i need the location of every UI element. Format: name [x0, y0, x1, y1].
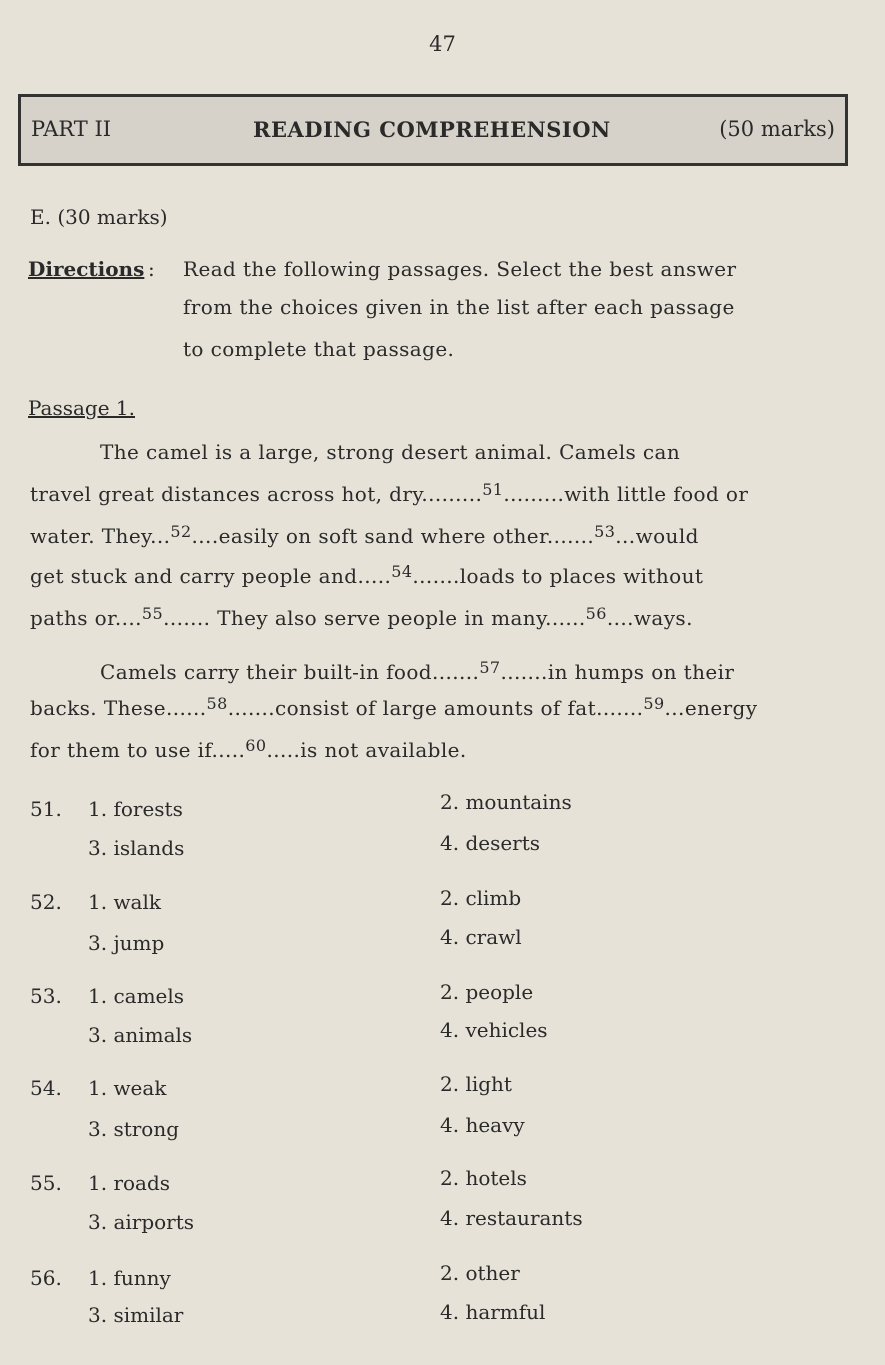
- answer-option: 4. crawl: [440, 925, 522, 949]
- directions-line: to complete that passage.: [183, 337, 455, 361]
- answer-option: 3. jump: [88, 931, 165, 955]
- answer-option: 1. roads: [88, 1171, 171, 1195]
- question-number: 52.: [30, 890, 62, 914]
- page-number: 47: [429, 32, 456, 56]
- part-label: PART II: [31, 117, 112, 141]
- answer-option: 1. walk: [88, 890, 161, 914]
- passage-line: get stuck and carry people and.....$^{54}$.......loads to places without: [30, 562, 704, 588]
- directions-colon: :: [148, 257, 155, 281]
- answer-option: 2. hotels: [440, 1166, 527, 1190]
- blank-number: 58: [206, 694, 228, 713]
- answer-option: 4. vehicles: [440, 1018, 548, 1042]
- blank-number: 60: [245, 736, 267, 755]
- answer-option: 3. airports: [88, 1210, 195, 1234]
- blank-number: 55: [141, 604, 164, 623]
- part-title: READING COMPREHENSION: [253, 117, 611, 142]
- question-number: 54.: [30, 1076, 62, 1100]
- passage-line: travel great distances across hot, dry.........$^{51}$.........with little food or: [30, 480, 749, 506]
- passage-line: for them to use if.....$^{60}$.....is not available.: [30, 736, 467, 762]
- answer-option: 3. islands: [88, 836, 185, 860]
- blank-number: 51: [482, 480, 504, 499]
- answer-option: 1. forests: [88, 797, 183, 821]
- part-header: [18, 94, 848, 166]
- question-number: 53.: [30, 984, 62, 1008]
- blank-number: 54: [391, 562, 413, 581]
- answer-option: 2. people: [440, 980, 534, 1004]
- answer-option: 1. camels: [88, 984, 185, 1008]
- blank-number: 59: [643, 694, 665, 713]
- answer-option: 1. funny: [88, 1266, 171, 1290]
- answer-option: 2. climb: [440, 886, 522, 910]
- answer-option: 1. weak: [88, 1076, 167, 1100]
- answer-option: 3. strong: [88, 1117, 180, 1141]
- blank-number: 56: [585, 604, 607, 623]
- blank-number: 53: [594, 522, 616, 541]
- answer-option: 2. mountains: [440, 790, 572, 814]
- blank-number: 52: [170, 522, 192, 541]
- answer-option: 4. harmful: [440, 1300, 546, 1324]
- section-marks: E. (30 marks): [30, 205, 168, 229]
- answer-option: 4. heavy: [440, 1113, 525, 1137]
- answer-option: 3. similar: [88, 1303, 184, 1327]
- passage-line: water. They...$^{52}$....easily on soft sand where other.......$^{53}$...would: [30, 522, 699, 548]
- answer-option: 2. other: [440, 1261, 520, 1285]
- question-number: 51.: [30, 797, 62, 821]
- answer-option: 3. animals: [88, 1023, 193, 1047]
- passage-line: backs. These......$^{58}$.......consist of large amounts of fat.......$^{59}$...energy: [30, 694, 758, 720]
- blank-number: 57: [479, 658, 501, 677]
- answer-option: 4. deserts: [440, 831, 541, 855]
- passage-heading: Passage 1.: [28, 396, 136, 420]
- directions-label: Directions: [28, 257, 145, 281]
- passage-line: Camels carry their built-in food.......$^{57}$.......in humps on their: [100, 658, 735, 684]
- directions-line: from the choices given in the list after each passage: [183, 295, 735, 319]
- directions-line: Read the following passages. Select the best answer: [183, 257, 737, 281]
- passage-line: The camel is a large, strong desert animal. Camels can: [100, 440, 681, 464]
- answer-option: 2. light: [440, 1072, 512, 1096]
- answer-option: 4. restaurants: [440, 1206, 583, 1230]
- passage-line: paths or....$^{55}$....... They also serve people in many......$^{56}$....ways.: [30, 604, 693, 630]
- part-marks: (50 marks): [719, 117, 835, 141]
- question-number: 56.: [30, 1266, 62, 1290]
- question-number: 55.: [30, 1171, 62, 1195]
